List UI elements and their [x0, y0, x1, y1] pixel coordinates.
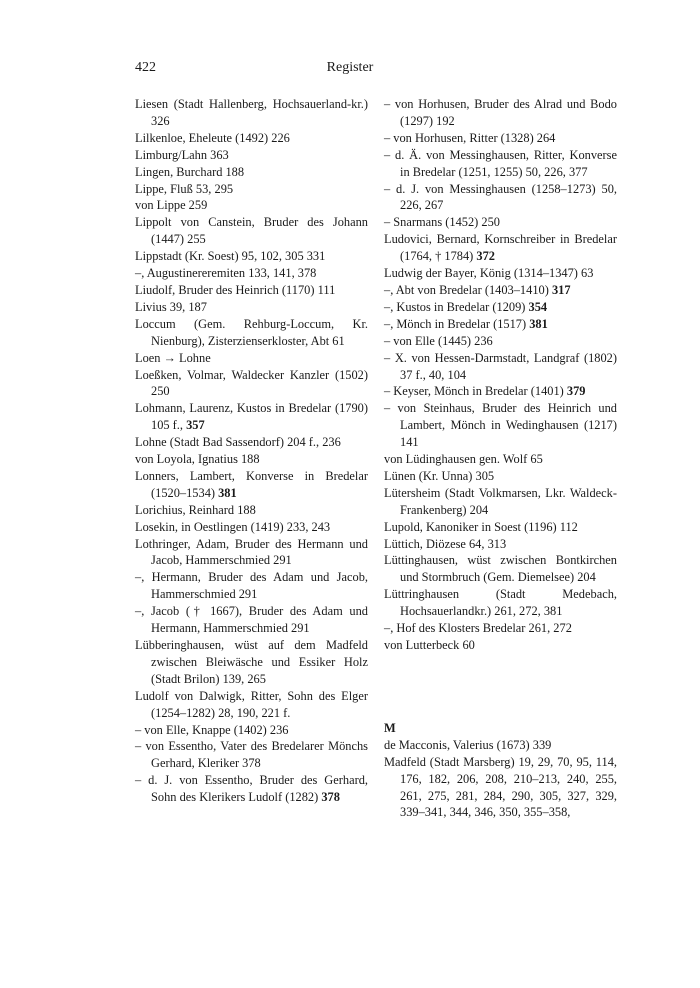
index-entry-text: – von Elle (1445) 236: [384, 333, 493, 348]
index-entry-text: Lippolt von Canstein, Bruder des Johann (1447) 255: [135, 215, 368, 247]
index-entry: [384, 754, 617, 822]
index-entry-main-reference: 354: [528, 299, 548, 314]
index-entry-text: von Lutterbeck 60: [384, 638, 475, 652]
index-entry-text: Ludwig der Bayer, König (1314–1347) 63: [384, 266, 594, 281]
index-entry-text: Lilkenloe, Eheleute (1492) 226: [135, 130, 290, 145]
index-entry-text: Lorichius, Reinhard 188: [135, 502, 256, 517]
index-entry-text: – d. J. von Messinghausen (1258–1273) 50, 226, 267: [384, 181, 617, 213]
index-entry: [384, 552, 617, 586]
index-entry: [135, 603, 368, 637]
index-entry: [135, 637, 368, 688]
index-entry: [135, 147, 368, 164]
index-entry-text: Lippe, Fluß 53, 295: [135, 181, 234, 196]
index-entry-text: Lünen (Kr. Unna) 305: [384, 468, 495, 483]
index-entries-l-continued: [384, 96, 617, 654]
index-entry: [135, 502, 368, 519]
index-entry-text: Loen → Lohne: [135, 350, 211, 365]
index-entry-text: Lüttringhausen (Stadt Medebach, Hochsauerlandkr.) 261, 272, 381: [384, 587, 617, 619]
index-entry: [135, 519, 368, 536]
index-entry-text: Lothringer, Adam, Bruder des Hermann und Jacob, Hammerschmied 291: [135, 536, 368, 568]
index-entry: [135, 265, 368, 282]
index-entry: [135, 738, 368, 772]
index-entry-text: Lütersheim (Stadt Volkmarsen, Lkr. Waldeck-Frankenberg) 204: [384, 485, 617, 517]
index-entry-text: – von Horhusen, Ritter (1328) 264: [384, 130, 556, 145]
index-entry-text: Ludovici, Bernard, Kornschreiber in Bredelar (1764, † 1784): [384, 232, 617, 264]
index-entry-text: – d. J. von Essentho, Bruder des Gerhard, Sohn des Klerikers Ludolf (1282): [135, 773, 368, 805]
index-entry: [135, 130, 368, 147]
index-entry: [384, 637, 617, 654]
index-entry-text: Lohmann, Laurenz, Kustos in Bredelar (1790) 105 f.,: [135, 401, 368, 433]
index-entry: [135, 367, 368, 401]
index-entry-text: de Macconis, Valerius (1673) 339: [384, 737, 552, 752]
index-entry: [135, 536, 368, 570]
index-entry-text: –, Mönch in Bredelar (1517): [384, 316, 530, 331]
index-entry-text: von Lippe 259: [135, 198, 208, 213]
index-entry: [135, 214, 368, 248]
index-entry: [384, 316, 617, 333]
index-entry-text: –, Kustos in Bredelar (1209): [384, 299, 529, 314]
index-entry: [135, 164, 368, 181]
index-entry: [135, 96, 368, 130]
index-entry-main-reference: 381: [529, 316, 548, 331]
index-entry: [384, 468, 617, 485]
index-entry: [384, 350, 617, 384]
index-entry: [135, 451, 368, 468]
index-entry-text: Lippstadt (Kr. Soest) 95, 102, 305 331: [135, 249, 326, 264]
index-entry-text: –, Hermann, Bruder des Adam und Jacob, Hammerschmied 291: [135, 570, 368, 602]
index-entry-text: Lingen, Burchard 188: [135, 164, 245, 179]
index-entry-text: Lüttinghausen, wüst zwischen Bontkirchen und Stormbruch (Gem. Diemelsee) 204: [384, 553, 617, 585]
index-entry: [135, 569, 368, 603]
index-entry-text: –, Hof des Klosters Bredelar 261, 272: [384, 621, 572, 636]
index-entry: [384, 400, 617, 451]
index-entry-text: Livius 39, 187: [135, 299, 207, 314]
index-entry-text: von Loyola, Ignatius 188: [135, 452, 260, 467]
section-letter-heading: M: [384, 720, 396, 735]
running-title: Register: [326, 60, 374, 75]
index-entry-main-reference: 378: [321, 790, 340, 805]
index-entry: [135, 282, 368, 299]
index-entry-text: Liesen (Stadt Hallenberg, Hochsauerland-kr.) 326: [135, 97, 368, 128]
index-entry-text: Lonners, Lambert, Konverse in Bredelar (1520–1534): [135, 468, 368, 500]
index-column-left: [135, 96, 368, 806]
index-entry-text: – Snarmans (1452) 250: [384, 215, 500, 230]
index-entry-text: Lüttich, Diözese 64, 313: [384, 536, 507, 551]
index-entry: [135, 400, 368, 434]
index-entry-text: Lohne (Stadt Bad Sassendorf) 204 f., 236: [135, 435, 341, 450]
index-entry-text: Liudolf, Bruder des Heinrich (1170) 111: [135, 282, 336, 297]
index-entry-text: – d. Ä. von Messinghausen, Ritter, Konverse in Bredelar (1251, 1255) 50, 226, 377: [384, 147, 617, 179]
index-entry: [135, 316, 368, 350]
index-entry: [384, 130, 617, 147]
index-entry-main-reference: 372: [476, 249, 495, 264]
index-entry: [135, 197, 368, 214]
index-entry-text: Losekin, in Oestlingen (1419) 233, 243: [135, 519, 331, 534]
index-entry: [384, 96, 617, 130]
index-entry: [384, 620, 617, 637]
index-entry: [384, 265, 617, 282]
index-entry: [384, 485, 617, 519]
index-entry-text: –, Augustinereremiten 133, 141, 378: [135, 266, 317, 281]
index-entry: [384, 147, 617, 181]
index-entry: [384, 282, 617, 299]
section-gap: [384, 654, 617, 720]
index-entry: [384, 383, 617, 400]
index-entry: [135, 722, 368, 739]
index-entry-text: von Lüdinghausen gen. Wolf 65: [384, 452, 543, 467]
index-entry-text: Loccum (Gem. Rehburg-Loccum, Kr. Nienburg), Zisterzienserkloster, Abt 61: [135, 316, 368, 348]
page-number: 422: [135, 60, 156, 75]
index-entry-text: Limburg/Lahn 363: [135, 147, 229, 162]
index-entry: [384, 737, 617, 754]
index-entry: [135, 181, 368, 198]
index-entry-text: – von Horhusen, Bruder des Alrad und Bodo (1297) 192: [384, 97, 617, 128]
index-entries-m: [384, 737, 617, 822]
index-entry-text: –, Abt von Bredelar (1403–1410): [384, 282, 552, 297]
index-entry-main-reference: 317: [551, 282, 571, 297]
index-entry: [135, 688, 368, 722]
index-entry-text: Lupold, Kanoniker in Soest (1196) 112: [384, 519, 578, 534]
index-entry: [384, 231, 617, 265]
index-entry-text: – von Steinhaus, Bruder des Heinrich und Lambert, Mönch in Wedinghausen (1217) 141: [384, 401, 617, 450]
index-entry: [384, 181, 617, 215]
index-entry-text: Loeßken, Volmar, Waldecker Kanzler (1502) 250: [135, 367, 368, 399]
index-entry: [384, 519, 617, 536]
index-entry-main-reference: 357: [186, 418, 205, 433]
index-entry: [135, 299, 368, 316]
index-entry-text: – von Essentho, Vater des Bredelarer Mönchs Gerhard, Kleriker 378: [135, 739, 368, 771]
index-entry: [135, 468, 368, 502]
index-entry-main-reference: 381: [218, 485, 237, 500]
index-entry: [384, 586, 617, 620]
index-column-right: [384, 96, 617, 821]
index-entry-text: – X. von Hessen-Darmstadt, Landgraf (1802) 37 f., 40, 104: [384, 350, 617, 382]
index-entry: [135, 434, 368, 451]
index-entry-text: Madfeld (Stadt Marsberg) 19, 29, 70, 95, 114, 176, 182, 206, 208, 210–213, 240, 255, 261, 275, 281, 284, 290, 305, 327, 329, 339–341, 344, 346, 350, 355–358,: [384, 754, 617, 820]
index-entry: [135, 350, 368, 367]
index-entry: [135, 772, 368, 806]
index-entry: [384, 536, 617, 553]
index-entry-text: Lübberinghausen, wüst auf dem Madfeld zwischen Bleiwäsche und Essiker Holz (Stadt Brilon) 139, 265: [135, 638, 368, 686]
index-entry-text: – Keyser, Mönch in Bredelar (1401): [384, 384, 567, 399]
index-entry: [384, 333, 617, 350]
index-entry: [135, 248, 368, 265]
index-entry-text: Ludolf von Dalwigk, Ritter, Sohn des Elger (1254–1282) 28, 190, 221 f.: [135, 688, 368, 720]
index-entry-text: –, Jacob († 1667), Bruder des Adam und Hermann, Hammerschmied 291: [135, 604, 368, 636]
index-entry: [384, 214, 617, 231]
index-entry: [384, 451, 617, 468]
index-entry-main-reference: 379: [566, 384, 586, 399]
index-entry: [384, 299, 617, 316]
index-entry-text: – von Elle, Knappe (1402) 236: [135, 722, 289, 737]
